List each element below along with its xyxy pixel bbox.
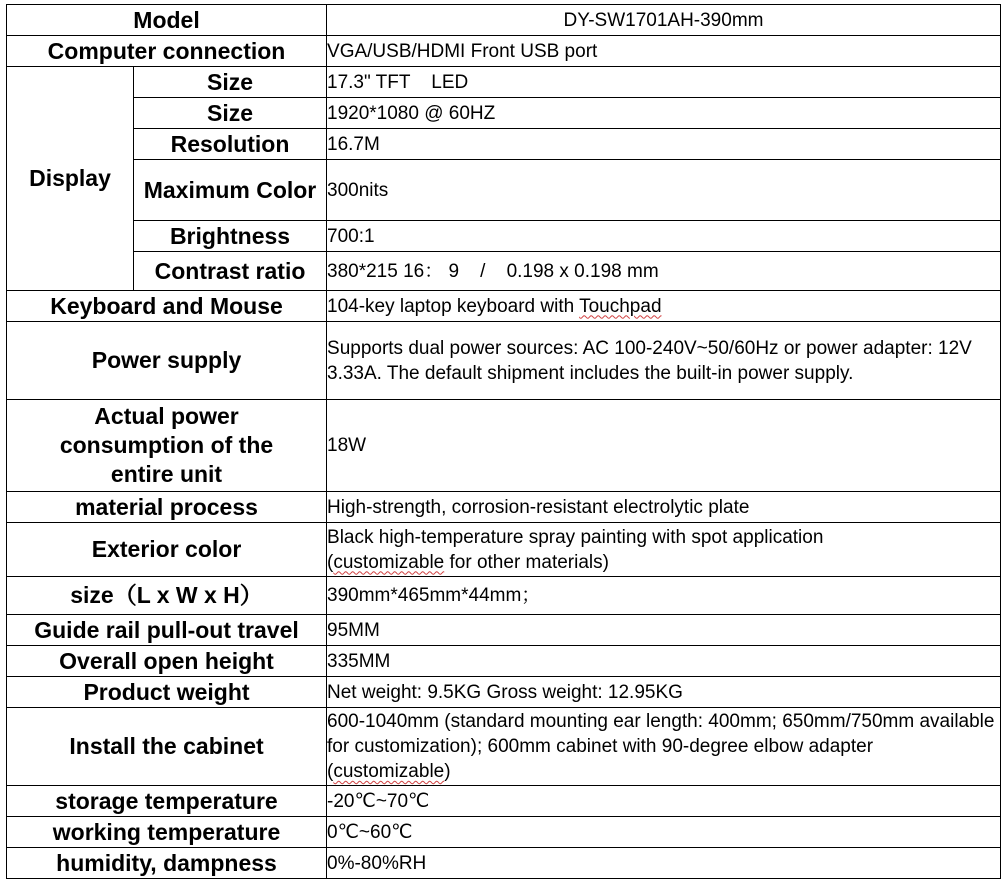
row-storage-temp [7, 786, 1001, 817]
row-computer-connection [7, 36, 1001, 67]
row-humidity [7, 848, 1001, 879]
value-keyboard-mouse [327, 291, 1001, 322]
label-working-temp: working temperature [7, 817, 327, 848]
row-material [7, 492, 1001, 523]
label-install-cabinet: Install the cabinet [7, 708, 327, 786]
label-maximum-color: Maximum Color [134, 160, 327, 221]
row-keyboard-mouse [7, 291, 1001, 322]
row-size [7, 577, 1001, 615]
label-display-size-2: Size [134, 98, 327, 129]
row-power-supply [7, 322, 1001, 400]
value-keyboard-mouse-text: 104-key laptop keyboard with [327, 295, 580, 317]
value-contrast-ratio: 380*215 16： 9 / 0.198 x 0.198 mm [327, 252, 1001, 291]
label-power-supply: Power supply [7, 322, 327, 400]
row-display-resolution [7, 129, 1001, 160]
label-material: material process [7, 492, 327, 523]
row-display-brightness [7, 221, 1001, 252]
row-install-cabinet [7, 708, 1001, 786]
value-install-cabinet [327, 708, 1001, 786]
label-contrast-ratio: Contrast ratio [134, 252, 327, 291]
value-material: High-strength, corrosion-resistant electrolytic plate [327, 492, 1001, 523]
value-exterior-color-customizable: customizable [333, 551, 445, 573]
row-exterior-color [7, 523, 1001, 577]
label-computer-connection: Computer connection [7, 36, 327, 67]
label-display: Display [7, 67, 134, 291]
value-storage-temp: -20℃~70℃ [327, 786, 1001, 817]
row-display-size [7, 67, 1001, 98]
row-guide-rail [7, 615, 1001, 646]
value-model: DY-SW1701AH-390mm [327, 5, 1001, 36]
value-humidity: 0%-80%RH [327, 848, 1001, 879]
label-open-height: Overall open height [7, 646, 327, 677]
label-model: Model [7, 5, 327, 36]
row-working-temp [7, 817, 1001, 848]
value-guide-rail: 95MM [327, 615, 1001, 646]
label-resolution: Resolution [134, 129, 327, 160]
label-power-consumption: Actual power consumption of the entire unit [7, 400, 327, 492]
row-product-weight [7, 677, 1001, 708]
value-install-cabinet-text: 600-1040mm (standard mounting ear length: 400mm; 650mm/750mm available for customization); 600mm cabinet with 90-degree elbow adapter ( [327, 711, 995, 782]
value-power-consumption: 18W [327, 400, 1001, 492]
label-exterior-color: Exterior color [7, 523, 327, 577]
row-power-consumption [7, 400, 1001, 492]
value-open-height: 335MM [327, 646, 1001, 677]
label-size: size（L x W x H） [7, 577, 327, 615]
label-keyboard-mouse: Keyboard and Mouse [7, 291, 327, 322]
value-power-supply: Supports dual power sources: AC 100-240V~50/60Hz or power adapter: 12V 3.33A. The default shipment includes the built-in power supply. [327, 322, 1001, 400]
spec-table [6, 4, 1001, 879]
label-display-size: Size [134, 67, 327, 98]
value-keyboard-mouse-touchpad: Touchpad [579, 295, 662, 317]
row-display-size-2 [7, 98, 1001, 129]
label-storage-temp: storage temperature [7, 786, 327, 817]
value-exterior-color-open: ( [327, 551, 334, 573]
value-product-weight: Net weight: 9.5KG Gross weight: 12.95KG [327, 677, 1001, 708]
value-display-size: 17.3" TFT LED [327, 67, 1001, 98]
label-humidity: humidity, dampness [7, 848, 327, 879]
row-display-contrast [7, 252, 1001, 291]
row-display-max-color [7, 160, 1001, 221]
value-maximum-color: 300nits [327, 160, 1001, 221]
label-guide-rail: Guide rail pull-out travel [7, 615, 327, 646]
value-exterior-color-rest: for other materials) [444, 551, 609, 573]
value-install-cabinet-close: ) [444, 761, 451, 782]
value-size: 390mm*465mm*44mm； [327, 577, 1001, 615]
value-install-cabinet-customizable: customizable [333, 761, 445, 782]
row-model [7, 5, 1001, 36]
value-working-temp: 0℃~60℃ [327, 817, 1001, 848]
value-brightness: 700:1 [327, 221, 1001, 252]
row-open-height [7, 646, 1001, 677]
value-exterior-color-line1: Black high-temperature spray painting with spot application [327, 526, 824, 548]
value-resolution: 16.7M [327, 129, 1001, 160]
value-computer-connection: VGA/USB/HDMI Front USB port [327, 36, 1001, 67]
label-brightness: Brightness [134, 221, 327, 252]
label-product-weight: Product weight [7, 677, 327, 708]
value-exterior-color [327, 523, 1001, 577]
value-display-size-2: 1920*1080 @ 60HZ [327, 98, 1001, 129]
